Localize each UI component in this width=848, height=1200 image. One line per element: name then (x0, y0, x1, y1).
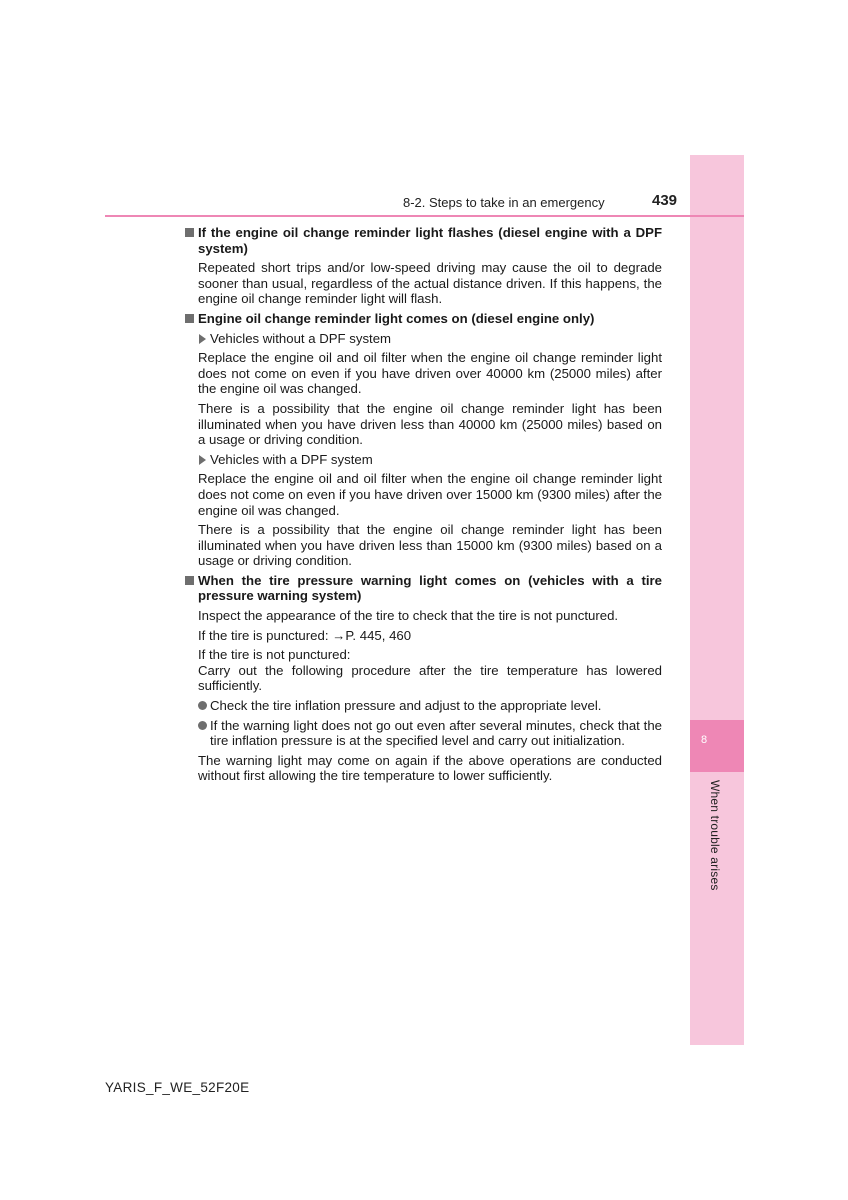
list-item-text: If the warning light does not go out even after several minutes, check that the tire inflation pressure is at the specified level and carry out initialization. (210, 717, 662, 749)
footer-code: YARIS_F_WE_52F20E (105, 1080, 250, 1095)
heading-text: When the tire pressure warning light comes on (vehicles with a tire pressure warning system) (198, 572, 662, 604)
list-item-text: Check the tire inflation pressure and adjust to the appropriate level. (210, 698, 602, 714)
chapter-number-tab (690, 720, 744, 772)
list-item (184, 718, 662, 749)
square-bullet-icon (185, 228, 194, 237)
triangle-arrow-icon (199, 334, 206, 344)
paragraph (184, 647, 662, 694)
section-heading (184, 311, 662, 327)
heading-text: Engine oil change reminder light comes on (diesel engine only) (198, 310, 595, 326)
paragraph: Inspect the appearance of the tire to check that the tire is not punctured. (198, 608, 619, 624)
paragraph: There is a possibility that the engine oil change reminder light has been illuminated when you have driven less than 40000 km (25000 miles) based on a usage or driving condition. (198, 400, 662, 448)
section-heading (184, 573, 662, 604)
subheading-text: Vehicles with a DPF system (210, 451, 373, 467)
circle-bullet-icon (198, 721, 207, 730)
heading-text: If the engine oil change reminder light flashes (diesel engine with a DPF system) (198, 225, 662, 256)
side-tab (690, 155, 744, 1045)
section-title: 8-2. Steps to take in an emergency (403, 195, 605, 210)
paragraph: Replace the engine oil and oil filter when the engine oil change reminder light does not come on even if you have driven over 15000 km (9300 miles) after the engine oil was changed. (198, 471, 662, 518)
triangle-arrow-icon (199, 455, 206, 465)
circle-bullet-icon (198, 701, 207, 710)
subheading (184, 331, 662, 347)
section-heading (184, 225, 662, 256)
subheading-text: Vehicles without a DPF system (210, 330, 392, 346)
page-reference: If the tire is punctured: →P. 445, 460 (198, 627, 412, 643)
paragraph: The warning light may come on again if the above operations are conducted without first allowing the tire temperature to lower sufficiently. (198, 752, 662, 784)
paragraph: Repeated short trips and/or low-speed driving may cause the oil to degrade sooner than usual, regardless of the actual distance driven. If this happens, the engine oil change reminder light will flash. (198, 260, 662, 307)
paragraph: Replace the engine oil and oil filter when the engine oil change reminder light does not come on even if you have driven over 40000 km (25000 miles) after the engine oil was changed. (198, 350, 662, 397)
subheading (184, 452, 662, 468)
paragraph-line: If the tire is not punctured: (198, 647, 351, 663)
header-divider (105, 215, 744, 217)
square-bullet-icon (185, 314, 194, 323)
page-content (184, 225, 662, 788)
chapter-title: When trouble arises (708, 780, 722, 891)
paragraph: There is a possibility that the engine oil change reminder light has been illuminated when you have driven less than 15000 km (9300 miles) based on a usage or driving condition. (198, 522, 662, 569)
list-item (184, 698, 662, 714)
page-number: 439 (652, 192, 678, 209)
paragraph-line: Carry out the following procedure after the tire temperature has lowered sufficiently. (198, 662, 662, 694)
chapter-number: 8 (701, 734, 708, 746)
square-bullet-icon (185, 576, 194, 585)
